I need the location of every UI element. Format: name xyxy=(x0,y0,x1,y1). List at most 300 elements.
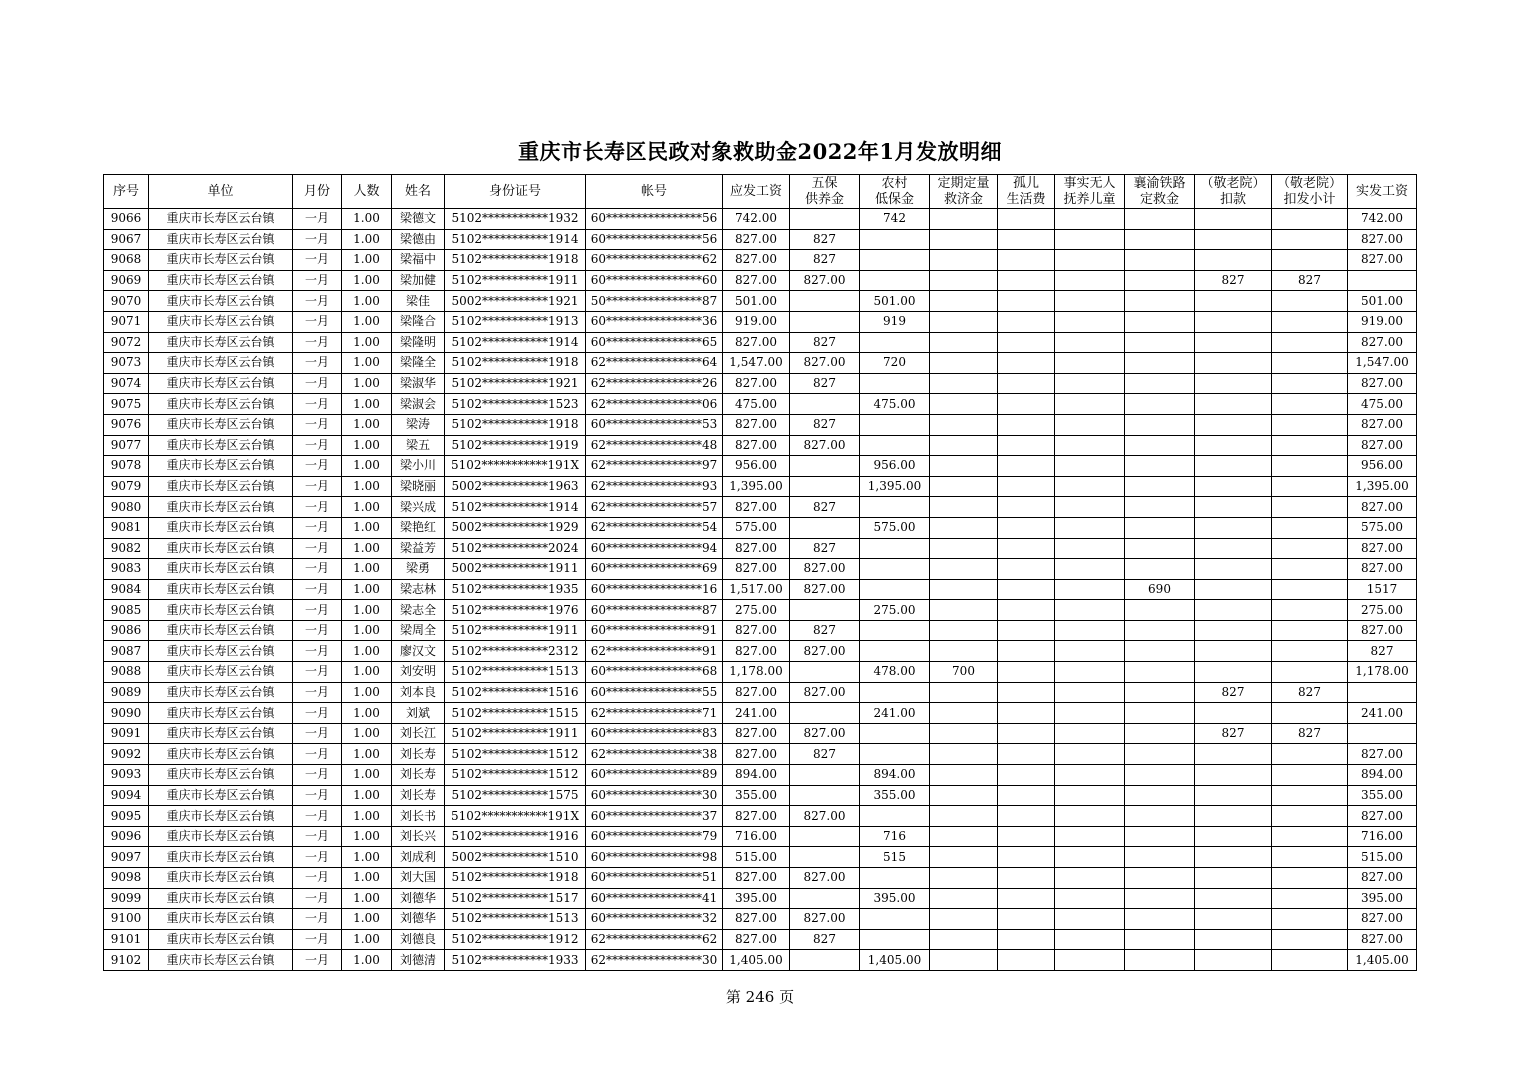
cell-unit: 重庆市长寿区云台镇 xyxy=(149,394,293,415)
cell-nursing-deduction xyxy=(1195,641,1272,662)
cell-orphan xyxy=(998,682,1055,703)
cell-unit: 重庆市长寿区云台镇 xyxy=(149,723,293,744)
cell-unsupported-child xyxy=(1055,744,1125,765)
table-row xyxy=(104,497,1417,518)
cell-nursing-subtotal xyxy=(1272,662,1348,683)
cell-month: 一月 xyxy=(293,394,342,415)
cell-nursing-deduction xyxy=(1195,950,1272,971)
cell-name: 刘德华 xyxy=(392,909,445,930)
cell-actual-pay: 827.00 xyxy=(1348,620,1417,641)
cell-name: 梁淑会 xyxy=(392,394,445,415)
cell-account: 60****************62 xyxy=(586,250,723,271)
cell-nursing-subtotal xyxy=(1272,806,1348,827)
cell-seq: 9098 xyxy=(104,868,149,889)
cell-unit: 重庆市长寿区云台镇 xyxy=(149,373,293,394)
cell-dibao: 1,395.00 xyxy=(860,476,930,497)
cell-nursing-deduction: 827 xyxy=(1195,682,1272,703)
cell-count: 1.00 xyxy=(342,929,392,950)
cell-nursing-deduction xyxy=(1195,620,1272,641)
cell-count: 1.00 xyxy=(342,950,392,971)
cell-orphan xyxy=(998,517,1055,538)
cell-name: 梁德文 xyxy=(392,209,445,230)
cell-railway xyxy=(1125,765,1195,786)
table-row xyxy=(104,847,1417,868)
page-number: 第 246 页 xyxy=(725,988,795,1006)
cell-nursing-subtotal xyxy=(1272,641,1348,662)
cell-name: 刘本良 xyxy=(392,682,445,703)
cell-railway xyxy=(1125,476,1195,497)
cell-nursing-subtotal xyxy=(1272,456,1348,477)
cell-name: 梁志林 xyxy=(392,579,445,600)
cell-dingqi xyxy=(930,373,998,394)
cell-nursing-subtotal: 827 xyxy=(1272,682,1348,703)
cell-dingqi xyxy=(930,703,998,724)
table-row xyxy=(104,723,1417,744)
cell-count: 1.00 xyxy=(342,270,392,291)
column-header-unit: 单位 xyxy=(149,175,293,209)
cell-unsupported-child xyxy=(1055,765,1125,786)
cell-orphan xyxy=(998,929,1055,950)
cell-month: 一月 xyxy=(293,373,342,394)
cell-dibao xyxy=(860,435,930,456)
cell-nursing-deduction xyxy=(1195,868,1272,889)
cell-seq: 9090 xyxy=(104,703,149,724)
cell-actual-pay: 827.00 xyxy=(1348,538,1417,559)
cell-month: 一月 xyxy=(293,662,342,683)
cell-dibao: 720 xyxy=(860,353,930,374)
cell-dingqi xyxy=(930,559,998,580)
cell-seq: 9066 xyxy=(104,209,149,230)
cell-month: 一月 xyxy=(293,332,342,353)
cell-unit: 重庆市长寿区云台镇 xyxy=(149,703,293,724)
cell-month: 一月 xyxy=(293,785,342,806)
cell-unsupported-child xyxy=(1055,250,1125,271)
cell-nursing-deduction xyxy=(1195,229,1272,250)
cell-wubao: 827 xyxy=(790,373,860,394)
cell-account: 60****************87 xyxy=(586,600,723,621)
cell-wubao xyxy=(790,600,860,621)
cell-dibao xyxy=(860,559,930,580)
cell-payable: 827.00 xyxy=(723,641,790,662)
cell-month: 一月 xyxy=(293,868,342,889)
cell-orphan xyxy=(998,476,1055,497)
cell-railway xyxy=(1125,497,1195,518)
cell-count: 1.00 xyxy=(342,373,392,394)
cell-seq: 9075 xyxy=(104,394,149,415)
cell-wubao: 827.00 xyxy=(790,909,860,930)
cell-id-number: 5102***********1523 xyxy=(445,394,586,415)
cell-actual-pay: 716.00 xyxy=(1348,826,1417,847)
cell-id-number: 5102***********1912 xyxy=(445,929,586,950)
cell-nursing-subtotal xyxy=(1272,373,1348,394)
cell-seq: 9070 xyxy=(104,291,149,312)
cell-dingqi xyxy=(930,517,998,538)
table-row xyxy=(104,641,1417,662)
cell-name: 刘长寿 xyxy=(392,765,445,786)
cell-seq: 9083 xyxy=(104,559,149,580)
cell-nursing-deduction xyxy=(1195,909,1272,930)
cell-id-number: 5102***********1919 xyxy=(445,435,586,456)
cell-name: 刘大国 xyxy=(392,868,445,889)
cell-count: 1.00 xyxy=(342,250,392,271)
cell-nursing-deduction xyxy=(1195,785,1272,806)
cell-wubao xyxy=(790,950,860,971)
table-row xyxy=(104,579,1417,600)
cell-unit: 重庆市长寿区云台镇 xyxy=(149,579,293,600)
cell-dingqi xyxy=(930,229,998,250)
cell-unsupported-child xyxy=(1055,785,1125,806)
cell-account: 62****************93 xyxy=(586,476,723,497)
cell-month: 一月 xyxy=(293,950,342,971)
cell-unit: 重庆市长寿区云台镇 xyxy=(149,291,293,312)
cell-name: 梁涛 xyxy=(392,414,445,435)
cell-month: 一月 xyxy=(293,723,342,744)
cell-nursing-deduction: 827 xyxy=(1195,723,1272,744)
cell-dingqi xyxy=(930,950,998,971)
cell-dingqi xyxy=(930,291,998,312)
cell-month: 一月 xyxy=(293,929,342,950)
cell-payable: 827.00 xyxy=(723,373,790,394)
cell-actual-pay: 956.00 xyxy=(1348,456,1417,477)
cell-unit: 重庆市长寿区云台镇 xyxy=(149,950,293,971)
cell-name: 梁艳红 xyxy=(392,517,445,538)
cell-seq: 9080 xyxy=(104,497,149,518)
cell-actual-pay: 827.00 xyxy=(1348,909,1417,930)
cell-dibao: 919 xyxy=(860,311,930,332)
cell-railway xyxy=(1125,229,1195,250)
column-header-payable: 应发工资 xyxy=(723,175,790,209)
cell-nursing-subtotal xyxy=(1272,929,1348,950)
cell-actual-pay: 501.00 xyxy=(1348,291,1417,312)
cell-count: 1.00 xyxy=(342,435,392,456)
cell-wubao: 827.00 xyxy=(790,579,860,600)
cell-railway xyxy=(1125,950,1195,971)
cell-account: 62****************64 xyxy=(586,353,723,374)
cell-name: 梁勇 xyxy=(392,559,445,580)
cell-railway xyxy=(1125,332,1195,353)
cell-orphan xyxy=(998,332,1055,353)
table-row xyxy=(104,229,1417,250)
cell-orphan xyxy=(998,250,1055,271)
cell-account: 60****************37 xyxy=(586,806,723,827)
cell-railway xyxy=(1125,311,1195,332)
cell-orphan xyxy=(998,723,1055,744)
cell-actual-pay xyxy=(1348,682,1417,703)
cell-id-number: 5102***********1921 xyxy=(445,373,586,394)
cell-unit: 重庆市长寿区云台镇 xyxy=(149,868,293,889)
cell-orphan xyxy=(998,579,1055,600)
cell-month: 一月 xyxy=(293,476,342,497)
cell-orphan xyxy=(998,950,1055,971)
cell-id-number: 5102***********1914 xyxy=(445,497,586,518)
cell-unsupported-child xyxy=(1055,826,1125,847)
cell-unit: 重庆市长寿区云台镇 xyxy=(149,497,293,518)
cell-nursing-subtotal xyxy=(1272,414,1348,435)
table-row xyxy=(104,209,1417,230)
cell-orphan xyxy=(998,229,1055,250)
cell-unit: 重庆市长寿区云台镇 xyxy=(149,929,293,950)
table-row xyxy=(104,373,1417,394)
cell-id-number: 5002***********1510 xyxy=(445,847,586,868)
cell-name: 刘长书 xyxy=(392,806,445,827)
cell-railway xyxy=(1125,703,1195,724)
cell-id-number: 5002***********1921 xyxy=(445,291,586,312)
cell-dibao xyxy=(860,868,930,889)
cell-nursing-subtotal xyxy=(1272,476,1348,497)
cell-railway xyxy=(1125,538,1195,559)
cell-count: 1.00 xyxy=(342,229,392,250)
cell-wubao: 827.00 xyxy=(790,270,860,291)
cell-seq: 9086 xyxy=(104,620,149,641)
cell-unit: 重庆市长寿区云台镇 xyxy=(149,559,293,580)
cell-nursing-subtotal xyxy=(1272,579,1348,600)
cell-id-number: 5102***********1515 xyxy=(445,703,586,724)
cell-count: 1.00 xyxy=(342,744,392,765)
cell-unit: 重庆市长寿区云台镇 xyxy=(149,353,293,374)
cell-account: 60****************98 xyxy=(586,847,723,868)
column-header-name: 姓名 xyxy=(392,175,445,209)
cell-railway xyxy=(1125,929,1195,950)
cell-orphan xyxy=(998,394,1055,415)
cell-orphan xyxy=(998,662,1055,683)
cell-seq: 9071 xyxy=(104,311,149,332)
cell-wubao: 827.00 xyxy=(790,435,860,456)
cell-unsupported-child xyxy=(1055,806,1125,827)
cell-month: 一月 xyxy=(293,682,342,703)
column-header-seq: 序号 xyxy=(104,175,149,209)
cell-actual-pay: 575.00 xyxy=(1348,517,1417,538)
cell-actual-pay: 827.00 xyxy=(1348,868,1417,889)
cell-dingqi xyxy=(930,394,998,415)
cell-orphan xyxy=(998,909,1055,930)
cell-dingqi xyxy=(930,311,998,332)
cell-dibao xyxy=(860,806,930,827)
column-header-unsupported-child: 事实无人 抚养儿童 xyxy=(1055,175,1125,209)
cell-seq: 9078 xyxy=(104,456,149,477)
cell-actual-pay: 827.00 xyxy=(1348,332,1417,353)
cell-orphan xyxy=(998,497,1055,518)
cell-wubao xyxy=(790,517,860,538)
cell-month: 一月 xyxy=(293,209,342,230)
cell-count: 1.00 xyxy=(342,641,392,662)
cell-orphan xyxy=(998,456,1055,477)
cell-month: 一月 xyxy=(293,909,342,930)
cell-nursing-deduction xyxy=(1195,394,1272,415)
cell-name: 刘成利 xyxy=(392,847,445,868)
cell-orphan xyxy=(998,703,1055,724)
cell-id-number: 5102***********1914 xyxy=(445,229,586,250)
cell-wubao: 827 xyxy=(790,929,860,950)
cell-id-number: 5102***********1976 xyxy=(445,600,586,621)
cell-nursing-subtotal xyxy=(1272,311,1348,332)
cell-seq: 9069 xyxy=(104,270,149,291)
table-header-row xyxy=(104,175,1417,209)
cell-nursing-subtotal xyxy=(1272,332,1348,353)
cell-name: 刘德华 xyxy=(392,888,445,909)
cell-id-number: 5102***********1916 xyxy=(445,826,586,847)
cell-count: 1.00 xyxy=(342,517,392,538)
table-row xyxy=(104,744,1417,765)
cell-name: 梁周全 xyxy=(392,620,445,641)
cell-count: 1.00 xyxy=(342,765,392,786)
cell-payable: 716.00 xyxy=(723,826,790,847)
cell-orphan xyxy=(998,600,1055,621)
cell-wubao: 827.00 xyxy=(790,682,860,703)
cell-unit: 重庆市长寿区云台镇 xyxy=(149,806,293,827)
cell-unsupported-child xyxy=(1055,600,1125,621)
table-row xyxy=(104,929,1417,950)
cell-id-number: 5102***********1918 xyxy=(445,868,586,889)
cell-orphan xyxy=(998,435,1055,456)
cell-count: 1.00 xyxy=(342,682,392,703)
cell-payable: 827.00 xyxy=(723,538,790,559)
cell-dingqi xyxy=(930,600,998,621)
cell-month: 一月 xyxy=(293,744,342,765)
cell-payable: 475.00 xyxy=(723,394,790,415)
cell-nursing-deduction xyxy=(1195,435,1272,456)
cell-actual-pay: 827.00 xyxy=(1348,414,1417,435)
cell-payable: 515.00 xyxy=(723,847,790,868)
cell-wubao xyxy=(790,291,860,312)
cell-unsupported-child xyxy=(1055,888,1125,909)
table-row xyxy=(104,291,1417,312)
cell-railway xyxy=(1125,806,1195,827)
cell-wubao xyxy=(790,456,860,477)
cell-unit: 重庆市长寿区云台镇 xyxy=(149,332,293,353)
cell-account: 62****************57 xyxy=(586,497,723,518)
table-row xyxy=(104,620,1417,641)
cell-unit: 重庆市长寿区云台镇 xyxy=(149,456,293,477)
cell-railway xyxy=(1125,785,1195,806)
cell-dingqi xyxy=(930,847,998,868)
cell-unsupported-child xyxy=(1055,476,1125,497)
cell-account: 60****************30 xyxy=(586,785,723,806)
cell-count: 1.00 xyxy=(342,620,392,641)
cell-unsupported-child xyxy=(1055,868,1125,889)
table-row xyxy=(104,765,1417,786)
column-header-wubao: 五保 供养金 xyxy=(790,175,860,209)
cell-payable: 1,395.00 xyxy=(723,476,790,497)
cell-orphan xyxy=(998,826,1055,847)
cell-name: 刘长兴 xyxy=(392,826,445,847)
cell-orphan xyxy=(998,744,1055,765)
column-header-railway: 襄渝铁路 定救金 xyxy=(1125,175,1195,209)
cell-nursing-deduction xyxy=(1195,353,1272,374)
cell-nursing-deduction xyxy=(1195,929,1272,950)
cell-wubao xyxy=(790,888,860,909)
cell-id-number: 5102***********1913 xyxy=(445,311,586,332)
cell-actual-pay: 827.00 xyxy=(1348,373,1417,394)
cell-account: 62****************26 xyxy=(586,373,723,394)
cell-dibao: 956.00 xyxy=(860,456,930,477)
cell-wubao: 827.00 xyxy=(790,868,860,889)
cell-unit: 重庆市长寿区云台镇 xyxy=(149,538,293,559)
cell-month: 一月 xyxy=(293,559,342,580)
cell-nursing-deduction xyxy=(1195,456,1272,477)
cell-railway xyxy=(1125,682,1195,703)
cell-name: 梁佳 xyxy=(392,291,445,312)
cell-unsupported-child xyxy=(1055,641,1125,662)
table-row xyxy=(104,270,1417,291)
cell-id-number: 5102***********2312 xyxy=(445,641,586,662)
cell-orphan xyxy=(998,785,1055,806)
cell-railway xyxy=(1125,744,1195,765)
cell-railway xyxy=(1125,559,1195,580)
cell-dibao: 355.00 xyxy=(860,785,930,806)
cell-wubao: 827.00 xyxy=(790,353,860,374)
table-row xyxy=(104,826,1417,847)
cell-unit: 重庆市长寿区云台镇 xyxy=(149,847,293,868)
cell-orphan xyxy=(998,620,1055,641)
cell-dibao: 742 xyxy=(860,209,930,230)
cell-unit: 重庆市长寿区云台镇 xyxy=(149,765,293,786)
cell-payable: 827.00 xyxy=(723,435,790,456)
cell-unit: 重庆市长寿区云台镇 xyxy=(149,250,293,271)
cell-wubao xyxy=(790,847,860,868)
cell-dibao: 275.00 xyxy=(860,600,930,621)
cell-dingqi xyxy=(930,620,998,641)
cell-count: 1.00 xyxy=(342,332,392,353)
cell-nursing-subtotal xyxy=(1272,826,1348,847)
cell-seq: 9087 xyxy=(104,641,149,662)
cell-railway xyxy=(1125,600,1195,621)
cell-railway xyxy=(1125,723,1195,744)
cell-name: 梁福中 xyxy=(392,250,445,271)
cell-account: 60****************79 xyxy=(586,826,723,847)
cell-payable: 395.00 xyxy=(723,888,790,909)
cell-dibao: 475.00 xyxy=(860,394,930,415)
cell-payable: 827.00 xyxy=(723,229,790,250)
cell-dibao: 575.00 xyxy=(860,517,930,538)
cell-account: 62****************30 xyxy=(586,950,723,971)
cell-payable: 1,405.00 xyxy=(723,950,790,971)
cell-dibao: 241.00 xyxy=(860,703,930,724)
cell-actual-pay: 827.00 xyxy=(1348,806,1417,827)
table-body xyxy=(104,209,1417,971)
cell-railway xyxy=(1125,826,1195,847)
cell-seq: 9081 xyxy=(104,517,149,538)
cell-account: 62****************06 xyxy=(586,394,723,415)
cell-nursing-deduction xyxy=(1195,847,1272,868)
cell-count: 1.00 xyxy=(342,497,392,518)
table-row xyxy=(104,394,1417,415)
table-row xyxy=(104,435,1417,456)
cell-railway xyxy=(1125,662,1195,683)
table-row xyxy=(104,250,1417,271)
cell-month: 一月 xyxy=(293,456,342,477)
cell-payable: 956.00 xyxy=(723,456,790,477)
cell-actual-pay: 1,547.00 xyxy=(1348,353,1417,374)
cell-railway xyxy=(1125,291,1195,312)
cell-seq: 9067 xyxy=(104,229,149,250)
cell-wubao xyxy=(790,703,860,724)
cell-seq: 9074 xyxy=(104,373,149,394)
cell-wubao: 827 xyxy=(790,538,860,559)
cell-account: 60****************60 xyxy=(586,270,723,291)
cell-count: 1.00 xyxy=(342,476,392,497)
cell-account: 62****************71 xyxy=(586,703,723,724)
cell-dingqi xyxy=(930,888,998,909)
table-row xyxy=(104,559,1417,580)
cell-nursing-subtotal xyxy=(1272,538,1348,559)
cell-nursing-deduction xyxy=(1195,600,1272,621)
cell-account: 62****************62 xyxy=(586,929,723,950)
cell-unsupported-child xyxy=(1055,682,1125,703)
cell-id-number: 5102***********191X xyxy=(445,806,586,827)
cell-payable: 827.00 xyxy=(723,497,790,518)
cell-wubao xyxy=(790,209,860,230)
cell-account: 60****************56 xyxy=(586,229,723,250)
